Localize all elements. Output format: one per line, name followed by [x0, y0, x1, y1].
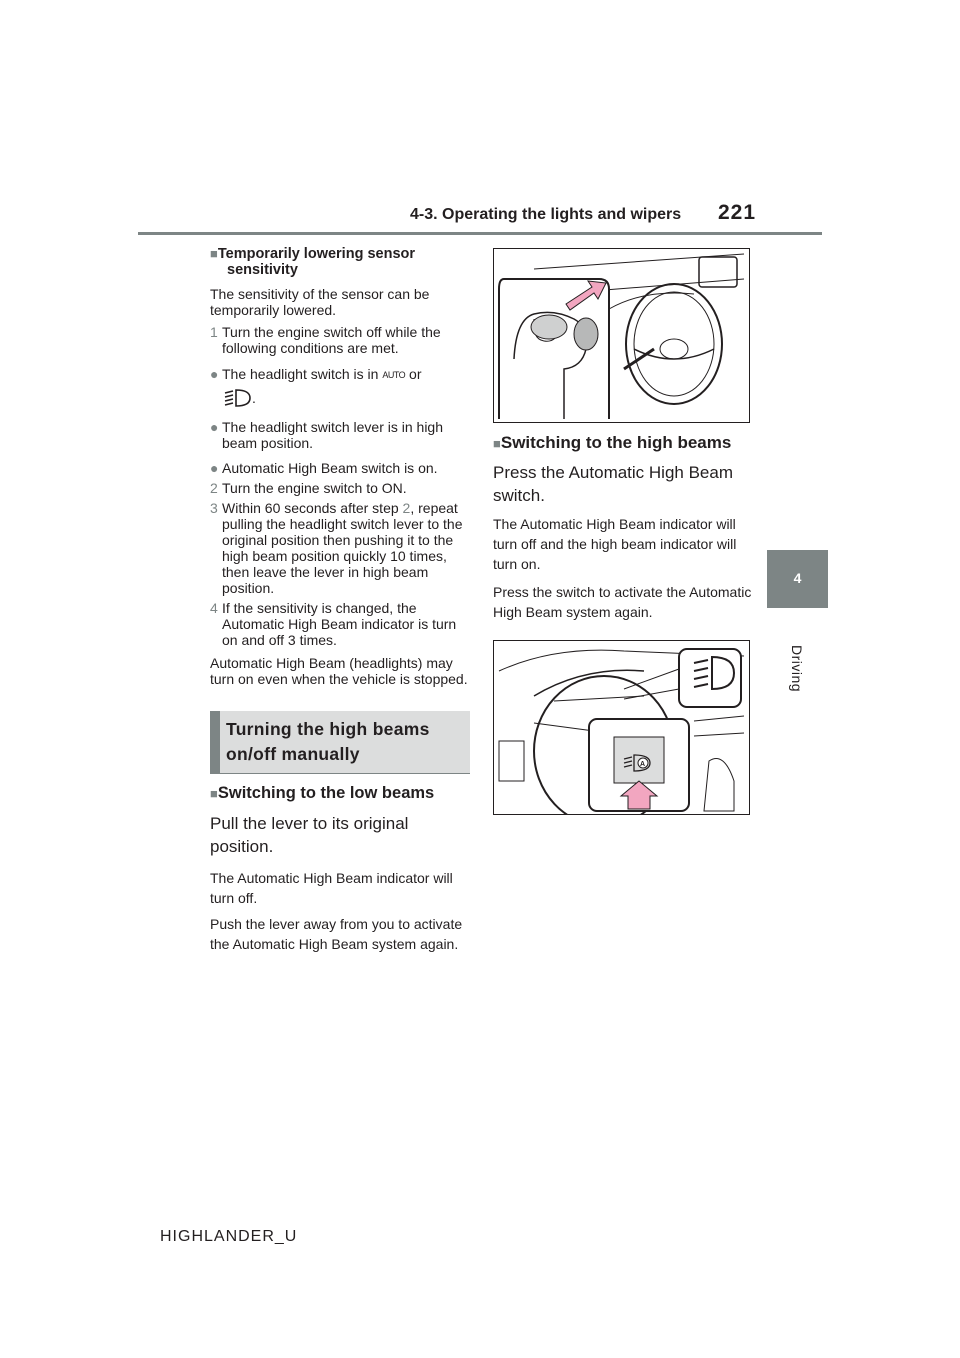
sensitivity-heading: ■Temporarily lowering sensor sensitivity: [210, 246, 416, 278]
step-3: 3 Within 60 seconds after step 2, repeat pulling the headlight switch lever to the original position then pushing it to the high beam position quickly 10 times, then leave the lever in high beam position.: [210, 500, 463, 597]
chapter-number: 4: [793, 570, 802, 586]
square-bullet-icon: ■: [210, 246, 218, 261]
lever-illustration: [493, 248, 750, 423]
high-beams-lead: Press the Automatic High Beam switch.: [493, 463, 734, 505]
step-2: 2 Turn the engine switch to ON.: [210, 480, 407, 497]
section-title: 4-3. Operating the lights and wipers: [410, 206, 682, 223]
step-reference: 2: [402, 500, 411, 517]
low-beams-heading: ■Switching to the low beams: [210, 784, 435, 803]
high-beams-text-2: Press the switch to activate the Automatic High Beam system again.: [493, 584, 752, 620]
manual-high-beam-section-header: Turning the high beams on/off manually: [210, 711, 470, 774]
step-4: 4 If the sensitivity is changed, the Automatic High Beam indicator is turn on and off 3 times.: [210, 600, 457, 649]
switch-illustration: [493, 640, 750, 815]
headlight-icon: [222, 389, 252, 407]
low-beams-text-1: The Automatic High Beam indicator will turn off.: [210, 870, 453, 907]
step-1: 1 Turn the engine switch off while the following conditions are met.: [210, 324, 441, 356]
switch-letter: A: [640, 761, 646, 768]
page-number: 221: [718, 201, 757, 224]
auto-icon: AUTO: [382, 370, 406, 381]
intro-text: The sensitivity of the sensor can be temporarily lowered.: [210, 286, 430, 318]
footer-model: HIGHLANDER_U: [160, 1228, 298, 1245]
condition-lever-high-beam: ● The headlight switch lever is in high beam position.: [210, 419, 444, 452]
low-beams-text-2: Push the lever away from you to activate the Automatic High Beam system again.: [210, 916, 463, 953]
left-column: [210, 246, 470, 954]
low-beams-lead: Pull the lever to its original position.: [210, 814, 409, 857]
high-beams-text-1: The Automatic High Beam indicator will turn off and the high beam indicator will turn on.: [493, 516, 737, 572]
lever-pull-figure: [494, 249, 749, 422]
round-bullet-icon: ●: [210, 366, 219, 382]
condition-ahb-switch: ● Automatic High Beam switch is on.: [210, 460, 438, 477]
chapter-label: Driving: [789, 645, 805, 693]
condition-headlight-switch: ● The headlight switch is in AUTO or .: [210, 366, 422, 407]
ahb-switch-figure: [494, 641, 749, 814]
right-column: [493, 248, 753, 815]
note-text: Automatic High Beam (headlights) may turn on even when the vehicle is stopped.: [210, 655, 468, 688]
high-beams-heading: ■Switching to the high beams: [493, 433, 732, 452]
header-rule: [138, 232, 822, 235]
